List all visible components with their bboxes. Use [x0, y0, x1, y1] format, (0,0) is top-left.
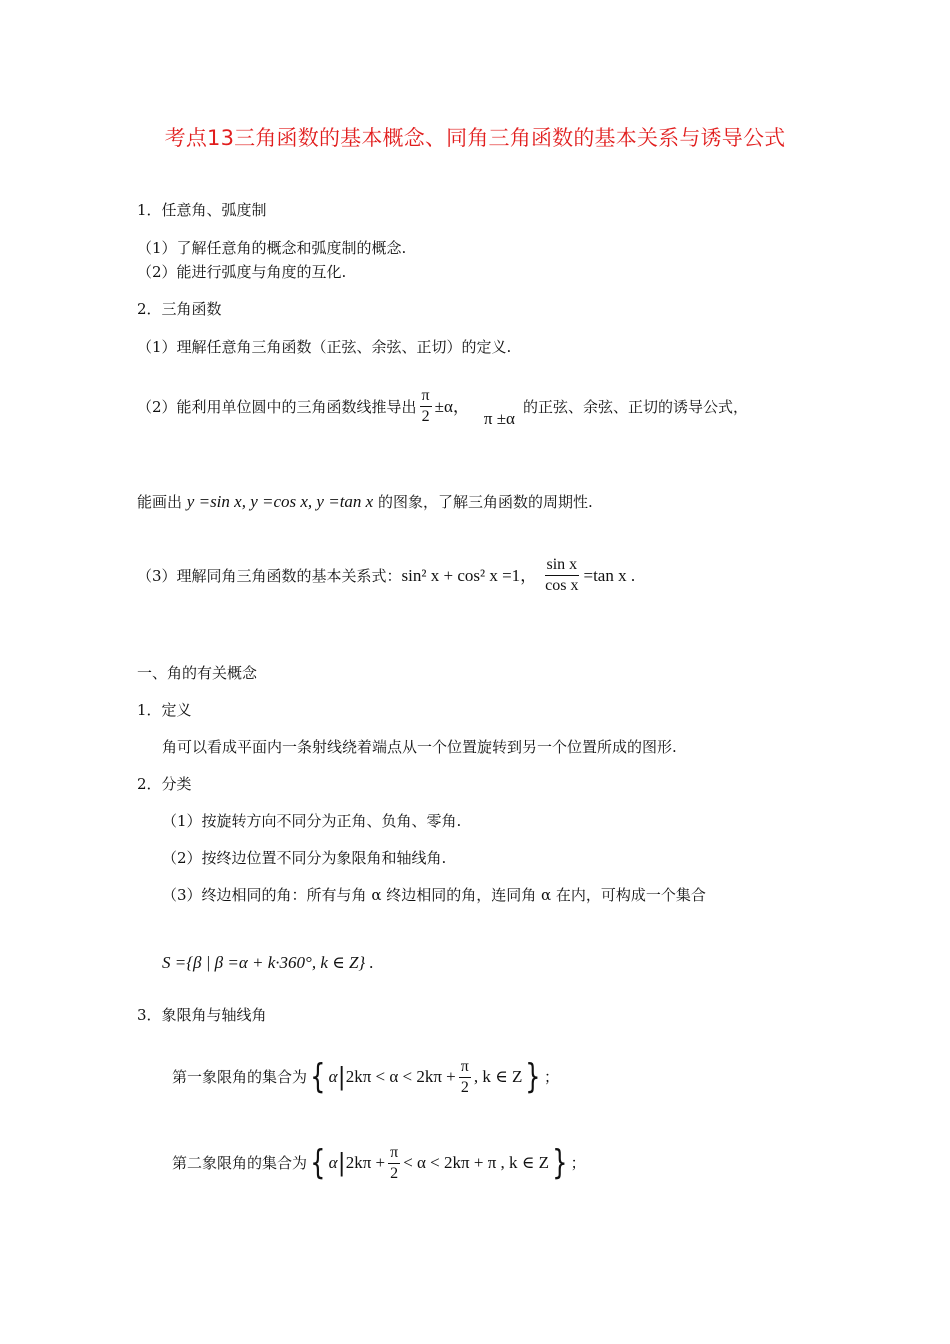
- pi-over-2-fraction: [420, 387, 432, 426]
- section-1-heading: 1．任意角、弧度制: [137, 201, 267, 219]
- semicolon: ；: [570, 1154, 586, 1172]
- part-1-heading: 一、角的有关概念: [137, 664, 258, 682]
- continued-suffix: 的图象，了解三角函数的周期性.: [378, 493, 593, 511]
- section-2-item-2: [137, 387, 748, 426]
- section-2-item-3: [137, 556, 635, 595]
- left-brace: {: [310, 1057, 326, 1097]
- page-title: 考点13三角函数的基本概念、同角三角函数的基本关系与诱导公式: [164, 126, 786, 150]
- inequality-left: 2kπ < α < 2kπ +: [345, 1067, 456, 1086]
- section-1-item-1: （1）了解任意角的概念和弧度制的概念.: [137, 239, 407, 257]
- plus-minus-alpha: ±α，: [434, 396, 470, 416]
- fraction-numerator: π: [420, 387, 432, 407]
- pythagorean-identity: sin² x + cos² x =1，: [401, 565, 538, 585]
- coterminal-set-formula: S ={β | β =α + k·360°, k ∈ Z} .: [162, 953, 374, 972]
- continued-prefix: 能画出: [137, 493, 183, 511]
- quadrant-1-set: [172, 1055, 559, 1099]
- pi-over-2-fraction: [388, 1144, 400, 1183]
- set-separator: |: [337, 1149, 346, 1177]
- inequality-right: < α < 2kπ + π , k ∈ Z: [403, 1153, 549, 1172]
- set-variable: α: [328, 1067, 338, 1086]
- left-brace: {: [310, 1143, 326, 1183]
- set-variable: α: [328, 1153, 338, 1172]
- integer-condition: , k ∈ Z: [473, 1067, 523, 1086]
- fraction-denominator: 2: [421, 408, 430, 425]
- fraction-numerator: π: [459, 1058, 471, 1078]
- quadrant-2-set: [172, 1141, 586, 1185]
- item-3-prefix: （3）理解同角三角函数的基本关系式：: [137, 566, 402, 585]
- pi-over-2-fraction: [459, 1058, 471, 1097]
- quadrant-2-label: 第二象限角的集合为: [172, 1154, 308, 1172]
- section-1-item-2: （2）能进行弧度与角度的互化.: [137, 263, 347, 281]
- item-2-prefix: （2）能利用单位圆中的三角函数线推导出: [137, 397, 417, 416]
- right-brace: }: [525, 1057, 541, 1097]
- section-2-item-2-continued: [137, 492, 593, 512]
- quadrant-1-label: 第一象限角的集合为: [172, 1068, 308, 1086]
- trig-functions-formula: y =sin x, y =cos x, y =tan x: [186, 492, 374, 511]
- classification-item-3: （3）终边相同的角：所有与角 α 终边相同的角，连同角 α 在内，可构成一个集合: [162, 886, 706, 904]
- fraction-denominator: 2: [390, 1164, 399, 1182]
- section-2-heading: 2．三角函数: [137, 300, 222, 318]
- semicolon: ；: [543, 1068, 559, 1086]
- sin-numerator: sin x: [545, 556, 580, 576]
- cos-denominator: cos x: [545, 577, 579, 594]
- fraction-numerator: π: [388, 1144, 400, 1164]
- inequality-left: 2kπ +: [345, 1153, 386, 1172]
- definition-heading: 1．定义: [137, 701, 192, 719]
- item-2-suffix: 的正弦、余弦、正切的诱导公式，: [522, 397, 748, 416]
- quadrant-heading: 3．象限角与轴线角: [137, 1006, 267, 1024]
- classification-heading: 2．分类: [137, 775, 192, 793]
- definition-text: 角可以看成平面内一条射线绕着端点从一个位置旋转到另一个位置所成的图形.: [162, 738, 677, 756]
- pi-plus-minus-alpha: π ±α: [483, 408, 515, 428]
- classification-item-1: （1）按旋转方向不同分为正角、负角、零角.: [162, 812, 462, 830]
- fraction-denominator: 2: [460, 1078, 469, 1096]
- classification-item-2: （2）按终边位置不同分为象限角和轴线角.: [162, 849, 447, 867]
- right-brace: }: [552, 1143, 568, 1183]
- sin-over-cos-fraction: [543, 556, 580, 595]
- section-2-item-1: （1）理解任意角三角函数（正弦、余弦、正切）的定义.: [137, 338, 512, 356]
- tan-identity: =tan x .: [583, 565, 636, 585]
- set-separator: |: [337, 1063, 346, 1091]
